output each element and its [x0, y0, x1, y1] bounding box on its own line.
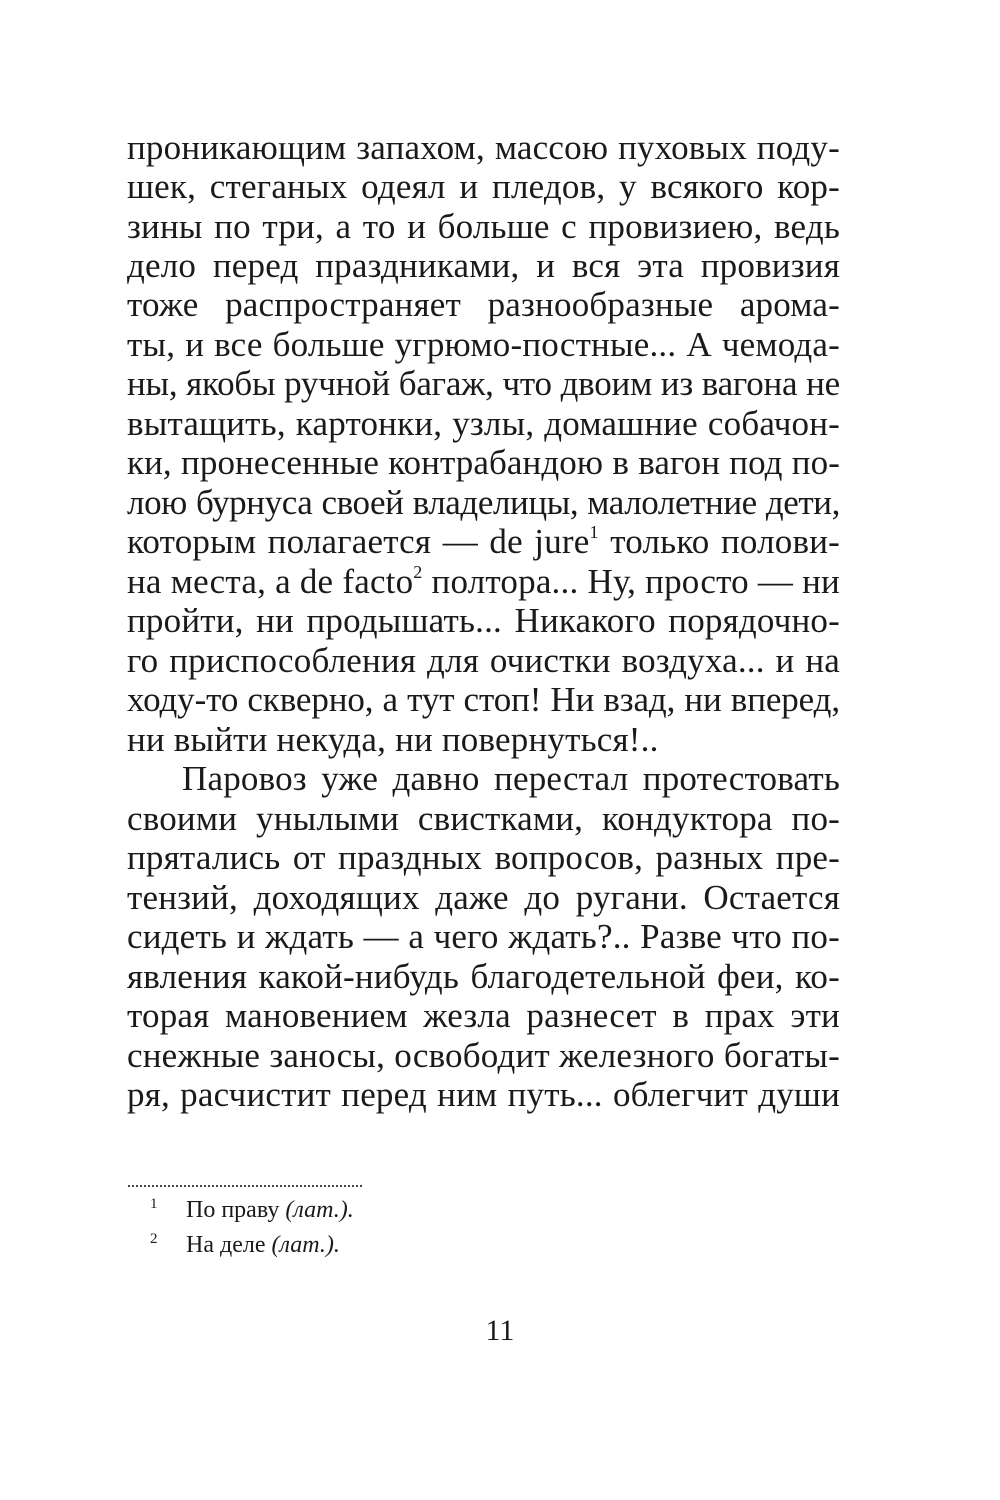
text-segment: на места, а de facto [127, 562, 414, 601]
footnote-number: 1 [150, 1196, 158, 1212]
text-line: Паровоз уже давно перестал протестовать [182, 759, 840, 798]
text-line: сидеть и ждать — а чего ждать?.. Разве что по- [127, 917, 840, 956]
footnote-ref: 2 [413, 562, 423, 583]
text-line: ны, якобы ручной багаж, что двоим из вагона не [127, 364, 840, 403]
text-line: проникающим запахом, массою пуховых поду- [127, 128, 840, 167]
text-line: пройти, ни продышать... Никакого порядочно- [127, 601, 840, 640]
footnote-note: (лат.). [285, 1197, 354, 1223]
text-line: ты, и все больше угрюмо-постные... А чемода- [127, 325, 840, 364]
page-number: 11 [485, 1314, 515, 1347]
text-line: ки, пронесенные контрабандою в вагон под по- [127, 443, 840, 482]
text-line: снежные заносы, освободит железного богаты- [127, 1036, 840, 1075]
text-line: лою бурнуса своей владелицы, малолетние дети, [127, 483, 840, 522]
text-line: ходу-то скверно, а тут стоп! Ни взад, ни вперед, [127, 680, 840, 719]
text-segment: которым полагается — de jure [127, 522, 590, 561]
text-segment: только полови- [598, 522, 840, 561]
text-line: го приспособления для очистки воздуха... и на [127, 641, 840, 680]
text-line: тензий, доходящих даже до ругани. Остается [127, 878, 840, 917]
footnote-separator [128, 1185, 362, 1187]
footnote-ref: 1 [589, 522, 599, 543]
footnote-text: На деле [186, 1232, 272, 1258]
text-line: торая мановением жезла разнесет в прах эти [127, 996, 840, 1035]
text-line: явления какой-нибудь благодетельной феи, ко- [127, 957, 840, 996]
text-line: ря, расчистит перед ним путь... облегчит души [127, 1075, 840, 1114]
text-line: вытащить, картонки, узлы, домашние собачон- [127, 404, 840, 443]
text-line: ни выйти некуда, ни повернуться!.. [127, 720, 659, 759]
footnote [150, 1195, 354, 1225]
text-line: своими унылыми свистками, кондуктора по- [127, 799, 840, 838]
text-line: тоже распространяет разнообразные арома- [127, 285, 840, 324]
footnote-number: 2 [150, 1231, 158, 1247]
footnote-note: (лат.). [271, 1232, 340, 1258]
text-line: прятались от праздных вопросов, разных пре- [127, 838, 840, 877]
footnote [150, 1230, 340, 1260]
text-line: шек, стеганых одеял и пледов, у всякого кор- [127, 167, 840, 206]
text-line: зины по три, а то и больше с провизиею, ведь [127, 207, 840, 246]
footnote-text: По праву [186, 1197, 286, 1223]
text-line: дело перед праздниками, и вся эта провизия [127, 246, 840, 285]
text-segment: полтора... Ну, просто — ни [422, 562, 840, 601]
